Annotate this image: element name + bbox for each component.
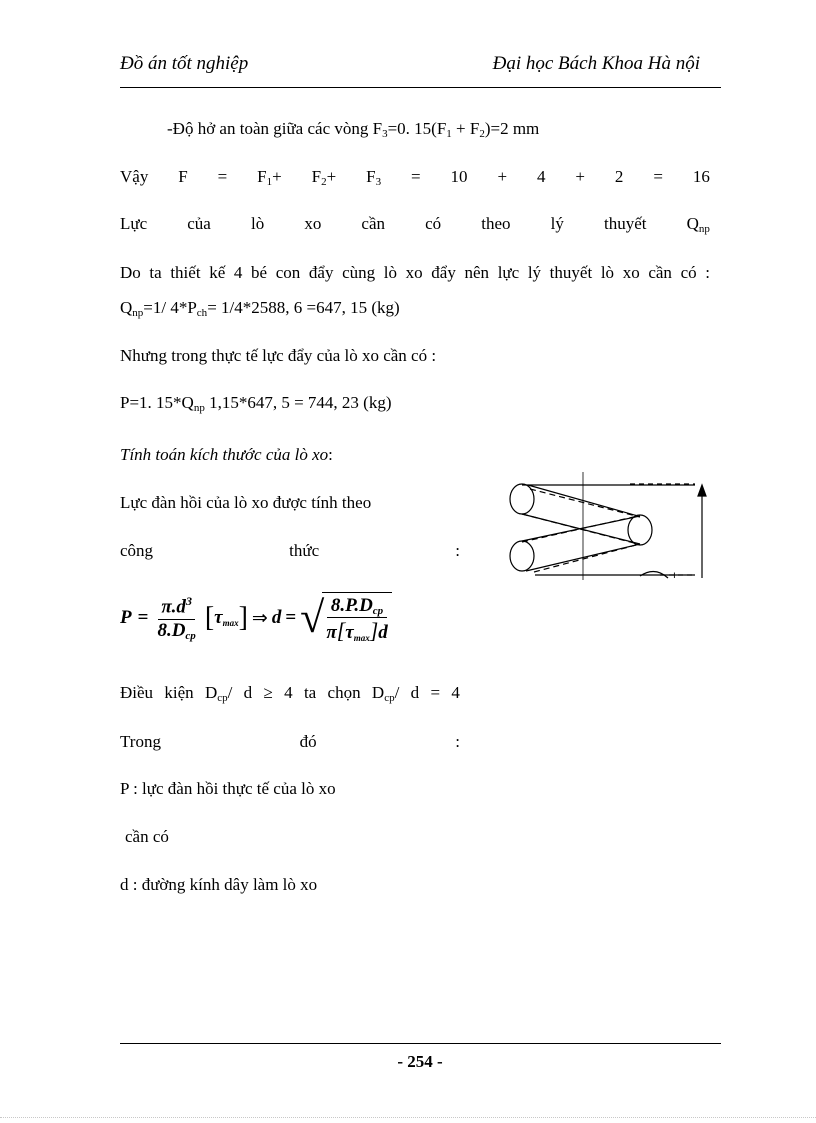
elastic-force-line: Lực đàn hồi của lò xo được tính theo — [120, 493, 372, 512]
wire-diameter-formula: P = $\pi.d^3$ $8.D_{cp}$ [ $\tau_{max}$ ] ⇒ d = √ $8.P.D_{cp}$ $\pi[\tau_{max}]d$ — [120, 587, 392, 649]
svg-text:ı: ı — [673, 570, 676, 581]
design-note-line: Do ta thiết kế 4 bé con đẩy cùng lò xo đẩy nên lực lý thuyết lò xo cần có : — [120, 263, 710, 282]
def-d-line: d : đường kính dây làm lò xo — [120, 875, 318, 894]
header-left: Đồ án tốt nghiệp — [120, 53, 249, 74]
formula-intro-line: công thức : — [120, 541, 460, 560]
header-right: Đại học Bách Khoa Hà nội — [492, 53, 700, 74]
page-number: - 254 - — [397, 1052, 443, 1071]
p-calc-line: P=1. $15*Q_{np}$ 1,15*647, 5 = 744, 23 (kg) — [120, 393, 392, 414]
spring-diagram — [500, 472, 710, 582]
qnp-calc-line: $Q_{np}=1/$ $4*P_{ch}= 1/4*2588$, 6 =647, 15 (kg) — [120, 298, 400, 319]
footer-rule — [120, 1043, 721, 1044]
spring-force-line: Lực của lò xo cần có theo lý thuyết $Q_{np}$ — [120, 214, 710, 235]
actual-force-line: Nhưng trong thực tế lực đẩy của lò xo cần có : — [120, 346, 437, 365]
safety-gap-line: -Độ hở an toàn giữa các vòng $F_3=0$. $15(F_1 + F_2)=2$ mm — [167, 119, 540, 140]
def-p-cont-line: cần có — [125, 827, 169, 846]
total-f-line: Vậy F = $F_1+$ $F_2+$ $F_3$ = 10 + 4 + 2 = 16 — [120, 167, 710, 188]
section-heading: Tính toán kích thước của lò xo: — [120, 445, 333, 464]
header-rule — [120, 87, 721, 88]
page-edge-dots — [0, 1117, 816, 1119]
condition-line: Điều kiện $D_{cp}/$ d ≥ 4 ta chọn $D_{cp}/$ d = 4 — [120, 683, 460, 704]
where-line: Trong đó : — [120, 732, 460, 751]
def-p-line: P : lực đàn hồi thực tế của lò xo — [120, 779, 336, 798]
